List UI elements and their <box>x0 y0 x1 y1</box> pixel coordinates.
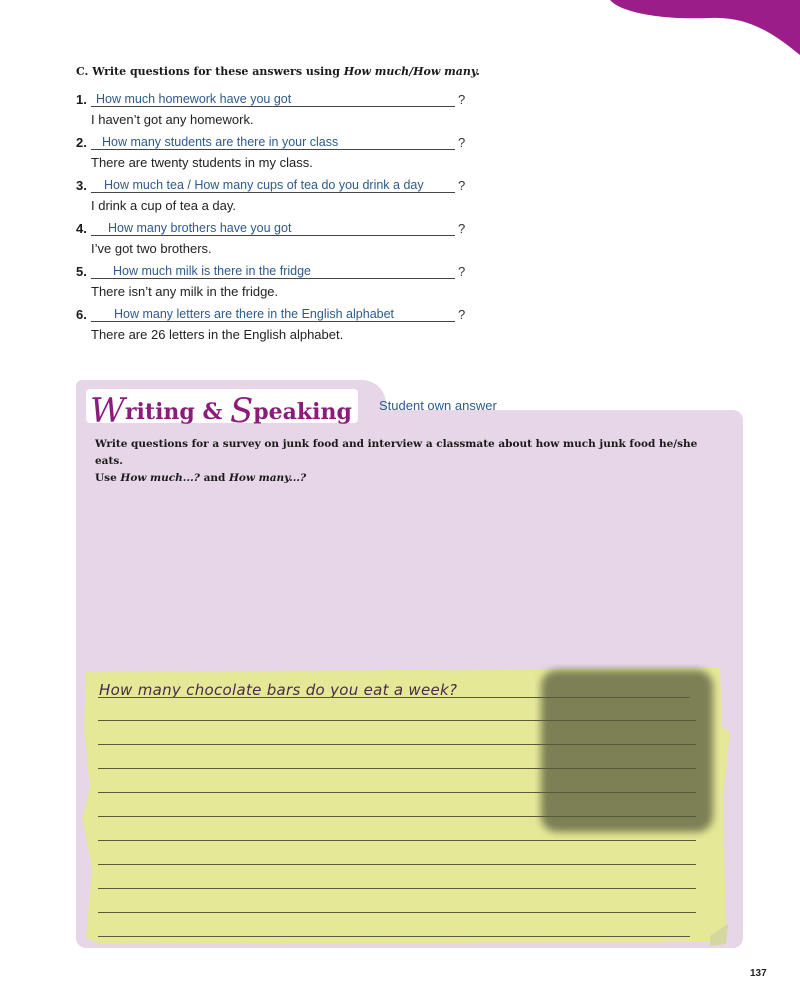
question-answer[interactable]: How much milk is there in the fridge <box>113 264 311 278</box>
question-item-6 <box>76 307 476 347</box>
write-line-2 <box>98 720 696 721</box>
answer-line <box>91 278 455 279</box>
writing-speaking-title <box>90 388 352 431</box>
question-answer[interactable]: How much homework have you got <box>96 92 292 106</box>
question-mark: ? <box>458 135 466 150</box>
question-answer[interactable]: How many brothers have you got <box>108 221 292 235</box>
question-answer[interactable]: How many letters are there in the English alphabet <box>114 307 395 321</box>
question-number: 4. <box>76 221 87 236</box>
question-mark: ? <box>458 92 466 107</box>
title-s-cap: S <box>230 391 254 431</box>
given-answer: There are twenty students in my class. <box>91 155 313 170</box>
student-own-answer-note: Student own answer <box>379 398 497 413</box>
question-item-5 <box>76 264 476 304</box>
instruction-line-2 <box>95 470 715 487</box>
writing-speaking-instructions <box>95 436 715 487</box>
question-mark: ? <box>458 307 466 322</box>
write-line-5 <box>98 792 696 793</box>
given-answer: There are 26 letters in the English alphabet. <box>91 327 344 342</box>
section-c-heading-italic: How much/How many. <box>343 65 480 78</box>
question-number: 2. <box>76 135 87 150</box>
page-number: 137 <box>750 968 767 979</box>
write-line-9 <box>98 888 696 889</box>
answer-line <box>91 192 455 193</box>
answer-line <box>91 321 455 322</box>
question-item-3 <box>76 178 476 218</box>
given-answer: There isn’t any milk in the fridge. <box>91 284 279 299</box>
instruction-how-much: How much...? <box>120 472 200 484</box>
instruction-how-many: How many...? <box>229 472 307 484</box>
write-line-4 <box>98 768 696 769</box>
write-line-10 <box>98 912 696 913</box>
question-number: 5. <box>76 264 87 279</box>
survey-question-answer[interactable]: How many chocolate bars do you eat a week? <box>99 681 458 699</box>
question-number: 3. <box>76 178 87 193</box>
section-c-heading-text: C. Write questions for these answers using <box>76 65 344 78</box>
instruction-use: Use <box>95 472 121 484</box>
question-answer[interactable]: How much tea / How many cups of tea do you drink a day <box>104 178 424 192</box>
title-s-rest: peaking <box>253 399 352 425</box>
question-mark: ? <box>458 264 466 279</box>
paper-shadow-patch <box>535 664 720 839</box>
question-mark: ? <box>458 178 466 193</box>
given-answer: I haven’t got any homework. <box>91 112 254 127</box>
instruction-line-1: Write questions for a survey on junk food and interview a classmate about how much junk food he/she eats. <box>95 438 698 467</box>
write-line-3 <box>98 744 696 745</box>
answer-line <box>91 106 455 107</box>
write-line-7 <box>98 840 696 841</box>
write-line-6 <box>98 816 696 817</box>
question-mark: ? <box>458 221 466 236</box>
section-c-heading <box>76 65 480 78</box>
question-answer[interactable]: How many students are there in your class <box>102 135 339 149</box>
given-answer: I’ve got two brothers. <box>91 241 212 256</box>
question-item-4 <box>76 221 476 261</box>
instruction-and: and <box>199 472 230 484</box>
answer-line <box>91 235 455 236</box>
title-w-rest: riting <box>124 399 195 425</box>
answer-line <box>91 149 455 150</box>
write-line-8 <box>98 864 696 865</box>
title-w-cap: W <box>90 391 125 431</box>
question-item-2 <box>76 135 476 175</box>
write-line-11 <box>98 936 690 937</box>
corner-decoration <box>600 0 800 60</box>
given-answer: I drink a cup of tea a day. <box>91 198 237 213</box>
question-item-1 <box>76 92 476 132</box>
question-number: 6. <box>76 307 87 322</box>
title-amp: & <box>194 399 230 425</box>
question-number: 1. <box>76 92 87 107</box>
write-line-1 <box>98 697 690 698</box>
